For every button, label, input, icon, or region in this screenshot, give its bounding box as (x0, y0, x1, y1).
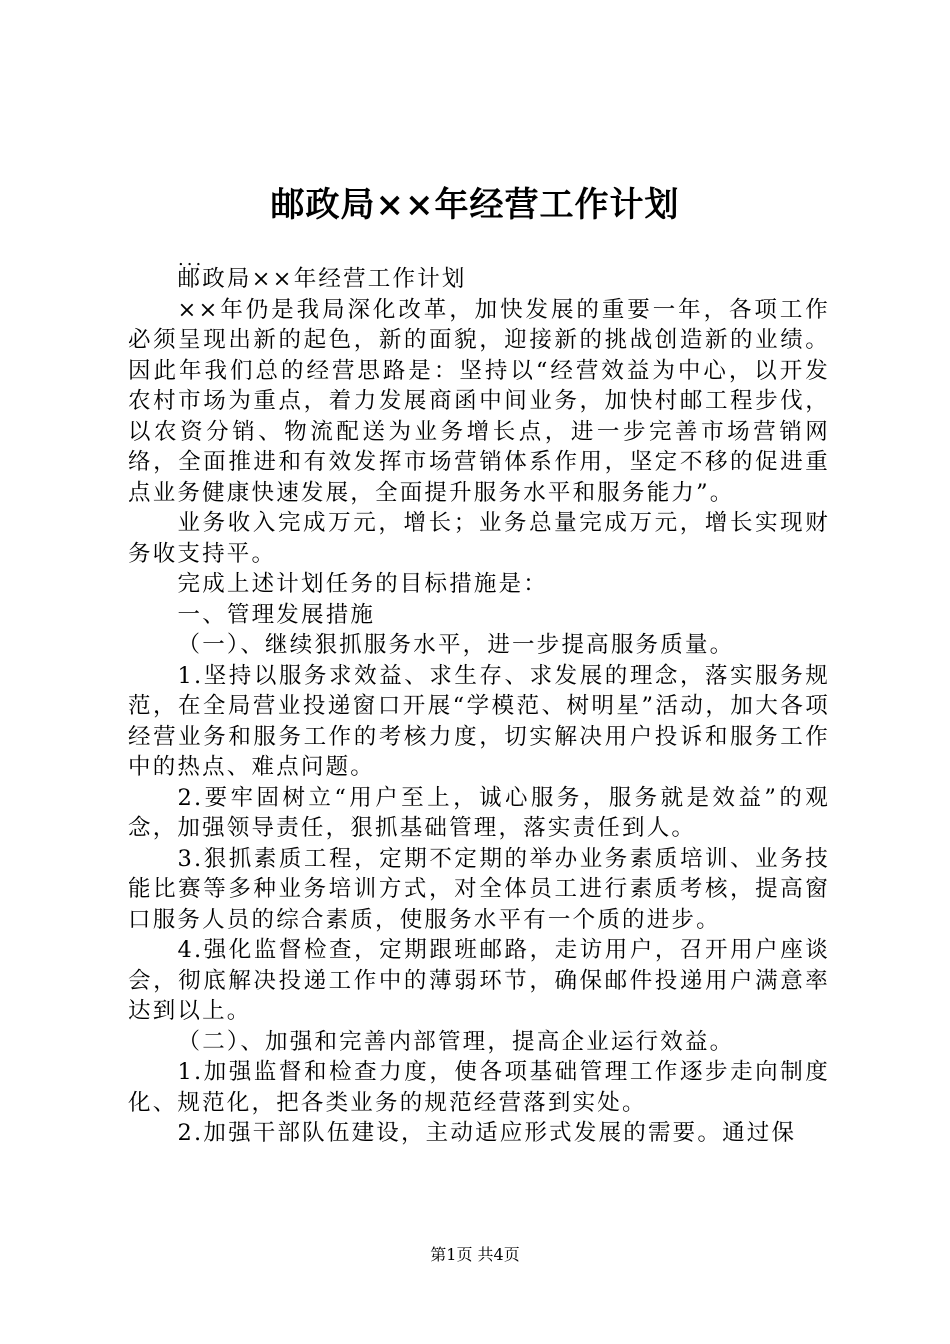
subsection-heading: （一）、继续狠抓服务水平，进一步提高服务质量。 (177, 632, 735, 658)
document-title: 邮政局××年经营工作计划 (270, 185, 680, 225)
list-item: 3.狠抓素质工程，定期不定期的举办业务素质培训、业务技能比赛等多种业务培训方式，对全体员工进行素质考核，提高窗口服务人员的综合素质，使服务水平有一个质的进步。 (128, 845, 830, 933)
list-item: 1.坚持以服务求效益、求生存、求发展的理念，落实服务规范，在全局营业投递窗口开展“学模范、树明星”活动，加大各项经营业务和服务工作的考核力度，切实解决用户投诉和服务工作中的热点、难点问题。 (128, 662, 830, 780)
paragraph: 完成上述计划任务的目标措施是： (177, 571, 549, 597)
list-item: 4.强化监督检查，定期跟班邮路，走访用户，召开用户座谈会，彻底解决投递工作中的薄弱环节，确保邮件投递用户满意率达到以上。 (128, 937, 830, 1024)
section-heading: 一、管理发展措施 (177, 601, 376, 628)
subsection-heading: （二）、加强和完善内部管理，提高企业运行效益。 (177, 1028, 735, 1055)
list-item: 2.要牢固树立“用户至上，诚心服务，服务就是效益”的观念，加强领导责任，狠抓基础管理，落实责任到人。 (128, 784, 830, 841)
paragraph: 业务收入完成万元，增长；业务总量完成万元，增长实现财务收支持平。 (128, 510, 830, 567)
document-body (128, 264, 830, 1149)
page-number-footer: 第1页 共4页 (430, 1245, 520, 1264)
ellipsis-marker: ... (178, 249, 205, 270)
list-item: 1.加强监督和检查力度，使各项基础管理工作逐步走向制度化、规范化，把各类业务的规范经营落到实处。 (128, 1059, 830, 1116)
paragraph: ××年仍是我局深化改革，加快发展的重要一年，各项工作必须呈现出新的起色，新的面貌，迎接新的挑战创造新的业绩。因此年我们总的经营思路是：坚持以“经营效益为中心，以开发农村市场为重点，着力发展商函中间业务，加快村邮工程步伐，以农资分销、物流配送为业务增长点，进一步完善市场营销网络，全面推进和有效发挥市场营销体系作用，坚定不移的促进重点业务健康快速发展，全面提升服务水平和服务能力”。 (128, 296, 830, 506)
paragraph-heading: 邮政局××年经营工作计划 (177, 266, 467, 292)
list-item: 2.加强干部队伍建设，主动适应形式发展的需要。通过保 (177, 1120, 797, 1146)
